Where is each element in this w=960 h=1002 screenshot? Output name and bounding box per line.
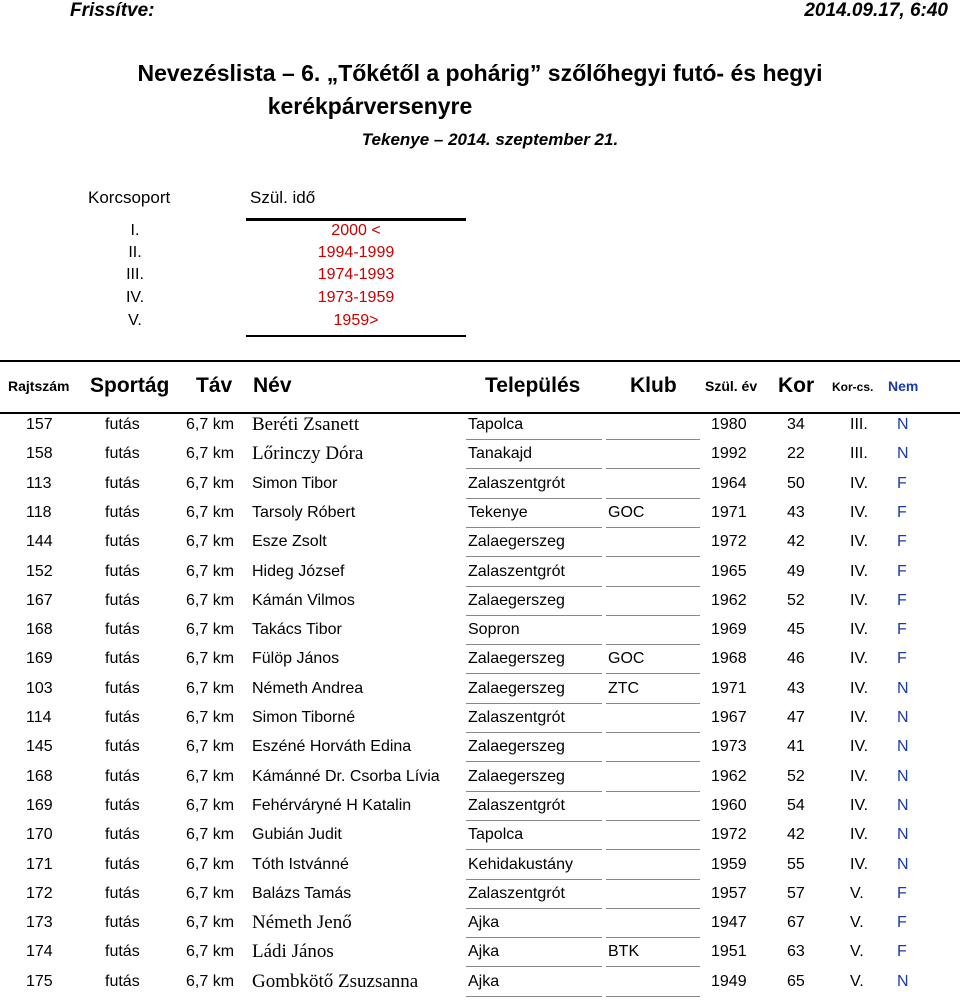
town-cell-rule <box>466 703 602 704</box>
entry-gender: F <box>897 592 907 609</box>
updated-label: Frissítve: <box>70 0 155 21</box>
entry-town: Zalaegerszeg <box>468 680 565 697</box>
entry-category: V. <box>850 973 864 990</box>
event-subtitle: Tekenye – 2014. szeptember 21. <box>361 130 619 149</box>
entry-name: Fehérváryné H Katalin <box>252 797 412 814</box>
entry-birth-year: 1964 <box>711 475 747 492</box>
entry-town: Zalaegerszeg <box>468 650 565 667</box>
entry-birth-year: 1973 <box>711 738 747 755</box>
club-cell-rule <box>606 879 700 880</box>
category-code: II. <box>128 244 142 261</box>
category-table-top-rule <box>246 218 466 221</box>
club-cell-rule <box>606 849 700 850</box>
entry-sport: futás <box>105 885 140 902</box>
entry-town: Zalaszentgrót <box>468 885 565 902</box>
entry-club: ZTC <box>608 680 640 697</box>
entry-category: IV. <box>850 768 869 785</box>
entry-name: Simon Tiborné <box>252 709 356 726</box>
entry-category: V. <box>850 885 864 902</box>
entry-sport: futás <box>105 738 140 755</box>
entry-distance: 6,7 km <box>186 738 235 755</box>
entry-age: 57 <box>787 885 805 902</box>
entry-distance: 6,7 km <box>186 856 235 873</box>
town-cell-rule <box>466 556 602 557</box>
entry-number: 113 <box>26 475 52 492</box>
entry-gender: N <box>897 416 909 433</box>
category-birth-range: 1959> <box>333 312 379 329</box>
entry-birth-year: 1967 <box>711 709 747 726</box>
club-cell-rule <box>606 966 700 967</box>
club-cell-rule <box>606 673 700 674</box>
town-cell-rule <box>466 673 602 674</box>
entry-age: 50 <box>787 475 805 492</box>
table-row <box>0 441 960 470</box>
entry-age: 45 <box>787 621 805 638</box>
entry-number: 114 <box>26 709 52 726</box>
entry-distance: 6,7 km <box>186 680 235 697</box>
category-birth-range: 1973-1959 <box>317 289 395 306</box>
town-cell-rule <box>466 908 602 909</box>
entry-town: Kehidakustány <box>468 856 573 873</box>
category-birth-range: 1994-1999 <box>317 244 395 261</box>
entry-age: 46 <box>787 650 805 667</box>
entry-name: Fülöp János <box>252 650 340 667</box>
entry-category: IV. <box>850 738 869 755</box>
col-header-age: Kor <box>778 374 815 397</box>
entry-table-header <box>0 360 960 414</box>
col-header-town: Település <box>485 374 581 397</box>
entry-age: 55 <box>787 856 805 873</box>
entry-category: IV. <box>850 826 869 843</box>
entry-club: GOC <box>608 650 645 667</box>
entry-distance: 6,7 km <box>186 826 235 843</box>
entry-sport: futás <box>105 709 140 726</box>
entry-sport: futás <box>105 650 140 667</box>
entry-category: IV. <box>850 856 869 873</box>
entry-number: 172 <box>26 885 53 902</box>
entry-category: IV. <box>850 533 869 550</box>
entry-gender: N <box>897 826 909 843</box>
club-cell-rule <box>606 732 700 733</box>
club-cell-rule <box>606 644 700 645</box>
entry-number: 173 <box>26 914 53 931</box>
entry-town: Zalaszentgrót <box>468 797 565 814</box>
entry-birth-year: 1947 <box>711 914 747 931</box>
entry-birth-year: 1992 <box>711 445 747 462</box>
entry-birth-year: 1951 <box>711 943 747 960</box>
entry-category: V. <box>850 914 864 931</box>
table-row <box>0 969 960 998</box>
entry-sport: futás <box>105 768 140 785</box>
entry-name: Ládi János <box>252 941 334 962</box>
entry-town: Zalaegerszeg <box>468 533 565 550</box>
entry-number: 171 <box>26 856 53 873</box>
entry-number: 170 <box>26 826 53 843</box>
entry-birth-year: 1962 <box>711 768 747 785</box>
category-code: III. <box>126 266 144 283</box>
entry-category: IV. <box>850 709 869 726</box>
entry-birth-year: 1980 <box>711 416 747 433</box>
table-row <box>0 793 960 822</box>
entry-birth-year: 1968 <box>711 650 747 667</box>
entry-name: Tarsoly Róbert <box>252 504 356 521</box>
entry-sport: futás <box>105 592 140 609</box>
entry-club: GOC <box>608 504 645 521</box>
table-row <box>0 617 960 646</box>
entry-gender: F <box>897 943 907 960</box>
entry-gender: F <box>897 504 907 521</box>
entry-birth-year: 1957 <box>711 885 747 902</box>
entry-name: Beréti Zsanett <box>252 414 360 435</box>
entry-name: Esze Zsolt <box>252 533 327 550</box>
entry-town: Tapolca <box>468 416 524 433</box>
col-header-sport: Sportág <box>90 374 170 397</box>
entry-town: Zalaszentgrót <box>468 563 565 580</box>
entry-category: IV. <box>850 504 869 521</box>
entry-category: IV. <box>850 621 869 638</box>
entry-town: Tekenye <box>468 504 528 521</box>
entry-distance: 6,7 km <box>186 709 235 726</box>
entry-birth-year: 1965 <box>711 563 747 580</box>
entry-category: IV. <box>850 680 869 697</box>
entry-category: III. <box>850 445 868 462</box>
entry-gender: F <box>897 533 907 550</box>
table-row <box>0 734 960 763</box>
table-row <box>0 471 960 500</box>
club-cell-rule <box>606 996 700 997</box>
entry-distance: 6,7 km <box>186 885 235 902</box>
town-cell-rule <box>466 586 602 587</box>
col-header-gender: Nem <box>888 378 919 394</box>
entry-name: Tóth Istvánné <box>252 856 349 873</box>
club-cell-rule <box>606 498 700 499</box>
entry-gender: N <box>897 680 909 697</box>
entry-gender: N <box>897 709 909 726</box>
town-cell-rule <box>466 849 602 850</box>
entry-category: IV. <box>850 563 869 580</box>
entry-number: 157 <box>26 416 53 433</box>
entry-category: IV. <box>850 650 869 667</box>
entry-distance: 6,7 km <box>186 914 235 931</box>
entry-number: 168 <box>26 768 53 785</box>
town-cell-rule <box>466 791 602 792</box>
club-cell-rule <box>606 527 700 528</box>
entry-number: 118 <box>26 504 52 521</box>
club-cell-rule <box>606 908 700 909</box>
club-cell-rule <box>606 937 700 938</box>
entry-gender: N <box>897 445 909 462</box>
entry-gender: N <box>897 973 909 990</box>
entry-distance: 6,7 km <box>186 533 235 550</box>
col-header-club: Klub <box>630 374 677 397</box>
entry-gender: N <box>897 738 909 755</box>
club-cell-rule <box>606 556 700 557</box>
entry-age: 43 <box>787 680 805 697</box>
entry-age: 52 <box>787 768 805 785</box>
entry-distance: 6,7 km <box>186 973 235 990</box>
table-row <box>0 646 960 675</box>
entry-distance: 6,7 km <box>186 797 235 814</box>
entry-club: BTK <box>608 943 640 960</box>
club-cell-rule <box>606 820 700 821</box>
entry-town: Tapolca <box>468 826 524 843</box>
category-code: I. <box>130 222 140 239</box>
entry-name: Kámánné Dr. Csorba Lívia <box>252 768 440 785</box>
club-cell-rule <box>606 615 700 616</box>
entry-number: 152 <box>26 563 53 580</box>
entry-age: 67 <box>787 914 805 931</box>
table-row <box>0 852 960 881</box>
entry-number: 175 <box>26 973 53 990</box>
entry-gender: F <box>897 914 907 931</box>
entry-number: 103 <box>26 680 53 697</box>
entry-distance: 6,7 km <box>186 504 235 521</box>
entry-town: Tanakajd <box>468 445 533 462</box>
town-cell-rule <box>466 615 602 616</box>
entry-sport: futás <box>105 826 140 843</box>
entry-sport: futás <box>105 445 140 462</box>
entry-age: 47 <box>787 709 805 726</box>
entry-distance: 6,7 km <box>186 768 235 785</box>
entry-town: Zalaszentgrót <box>468 475 565 492</box>
entry-number: 167 <box>26 592 53 609</box>
entry-name: Simon Tibor <box>252 475 338 492</box>
entry-name: Németh Andrea <box>252 680 364 697</box>
table-row <box>0 910 960 939</box>
entry-age: 52 <box>787 592 805 609</box>
entry-gender: N <box>897 797 909 814</box>
entry-birth-year: 1960 <box>711 797 747 814</box>
entry-distance: 6,7 km <box>186 650 235 667</box>
table-row <box>0 559 960 588</box>
col-header-distance: Táv <box>196 374 233 397</box>
entry-birth-year: 1962 <box>711 592 747 609</box>
entry-town: Ajka <box>468 973 500 990</box>
entry-gender: F <box>897 475 907 492</box>
town-cell-rule <box>466 732 602 733</box>
club-cell-rule <box>606 703 700 704</box>
town-cell-rule <box>466 439 602 440</box>
entry-sport: futás <box>105 856 140 873</box>
entry-distance: 6,7 km <box>186 943 235 960</box>
entry-town: Zalaszentgrót <box>468 709 565 726</box>
entry-town: Zalaegerszeg <box>468 738 565 755</box>
entry-gender: N <box>897 856 909 873</box>
entry-name: Kámán Vilmos <box>252 592 355 609</box>
entry-gender: F <box>897 885 907 902</box>
entry-sport: futás <box>105 680 140 697</box>
club-cell-rule <box>606 468 700 469</box>
entry-sport: futás <box>105 533 140 550</box>
entry-name: Gubián Judit <box>252 826 342 843</box>
town-cell-rule <box>466 761 602 762</box>
table-row <box>0 588 960 617</box>
table-row <box>0 705 960 734</box>
entry-town: Ajka <box>468 914 500 931</box>
category-birth-range: 2000 < <box>331 222 381 239</box>
entry-name: Eszéné Horváth Edina <box>252 738 412 755</box>
town-cell-rule <box>466 527 602 528</box>
table-row <box>0 676 960 705</box>
club-cell-rule <box>606 439 700 440</box>
entry-category: V. <box>850 943 864 960</box>
entry-sport: futás <box>105 563 140 580</box>
entry-age: 34 <box>787 416 805 433</box>
entry-gender: F <box>897 621 907 638</box>
entry-town: Zalaegerszeg <box>468 592 565 609</box>
town-cell-rule <box>466 937 602 938</box>
town-cell-rule <box>466 644 602 645</box>
entry-name: Gombkötő Zsuzsanna <box>252 971 419 992</box>
entry-sport: futás <box>105 973 140 990</box>
col-header-category: Kor-cs. <box>832 380 874 394</box>
entry-name: Takács Tibor <box>252 621 342 638</box>
entry-category: IV. <box>850 592 869 609</box>
table-row <box>0 500 960 529</box>
entry-age: 41 <box>787 738 805 755</box>
table-row <box>0 822 960 851</box>
entry-birth-year: 1971 <box>711 680 747 697</box>
town-cell-rule <box>466 468 602 469</box>
entry-number: 168 <box>26 621 53 638</box>
entry-number: 169 <box>26 797 53 814</box>
entry-name: Németh Jenő <box>252 912 352 933</box>
entry-age: 63 <box>787 943 805 960</box>
entry-name: Balázs Tamás <box>252 885 352 902</box>
town-cell-rule <box>466 966 602 967</box>
page-title-line2: kerékpárversenyre <box>267 93 473 119</box>
entry-number: 145 <box>26 738 53 755</box>
town-cell-rule <box>466 820 602 821</box>
entry-sport: futás <box>105 504 140 521</box>
category-code: IV. <box>125 289 145 306</box>
birth-column-header: Szül. idő <box>250 188 316 207</box>
updated-timestamp: 2014.09.17, 6:40 <box>804 0 948 21</box>
entry-distance: 6,7 km <box>186 475 235 492</box>
entry-distance: 6,7 km <box>186 445 235 462</box>
category-code: V. <box>128 312 142 329</box>
club-cell-rule <box>606 586 700 587</box>
category-birth-range: 1974-1993 <box>317 266 395 283</box>
category-table-bottom-rule <box>246 335 466 337</box>
entry-distance: 6,7 km <box>186 563 235 580</box>
entry-birth-year: 1959 <box>711 856 747 873</box>
entry-birth-year: 1972 <box>711 826 747 843</box>
entry-sport: futás <box>105 475 140 492</box>
entry-category: IV. <box>850 797 869 814</box>
entry-name: Hideg József <box>252 563 345 580</box>
town-cell-rule <box>466 879 602 880</box>
entry-number: 174 <box>26 943 53 960</box>
entry-age: 42 <box>787 533 805 550</box>
entry-category: III. <box>850 416 868 433</box>
entry-number: 169 <box>26 650 53 667</box>
town-cell-rule <box>466 498 602 499</box>
entry-age: 42 <box>787 826 805 843</box>
entry-name: Lőrinczy Dóra <box>252 443 364 464</box>
entry-distance: 6,7 km <box>186 416 235 433</box>
club-cell-rule <box>606 791 700 792</box>
entry-age: 65 <box>787 973 805 990</box>
table-row <box>0 764 960 793</box>
page-title-line1: Nevezéslista – 6. „Tőkétől a pohárig” szőlőhegyi futó- és hegyi <box>137 60 823 86</box>
col-header-num: Rajtszám <box>8 378 70 394</box>
entry-birth-year: 1972 <box>711 533 747 550</box>
col-header-name: Név <box>253 374 292 397</box>
entry-sport: futás <box>105 914 140 931</box>
entry-category: IV. <box>850 475 869 492</box>
club-cell-rule <box>606 761 700 762</box>
entry-age: 22 <box>787 445 805 462</box>
entry-sport: futás <box>105 943 140 960</box>
entry-gender: F <box>897 563 907 580</box>
entry-gender: N <box>897 768 909 785</box>
entry-town: Zalaegerszeg <box>468 768 565 785</box>
entry-age: 54 <box>787 797 805 814</box>
entry-number: 158 <box>26 445 53 462</box>
entry-birth-year: 1969 <box>711 621 747 638</box>
table-row <box>0 881 960 910</box>
entry-sport: futás <box>105 797 140 814</box>
table-row <box>0 529 960 558</box>
col-header-birth: Szül. év <box>705 378 758 394</box>
category-column-header: Korcsoport <box>88 188 171 207</box>
entry-distance: 6,7 km <box>186 592 235 609</box>
entry-gender: F <box>897 650 907 667</box>
entry-town: Sopron <box>468 621 520 638</box>
entry-sport: futás <box>105 416 140 433</box>
entry-distance: 6,7 km <box>186 621 235 638</box>
table-row <box>0 939 960 968</box>
entry-number: 144 <box>26 533 53 550</box>
table-row <box>0 412 960 441</box>
entry-town: Ajka <box>468 943 500 960</box>
entry-birth-year: 1949 <box>711 973 747 990</box>
entry-birth-year: 1971 <box>711 504 747 521</box>
entry-sport: futás <box>105 621 140 638</box>
town-cell-rule <box>466 996 602 997</box>
entry-age: 43 <box>787 504 805 521</box>
entry-age: 49 <box>787 563 805 580</box>
